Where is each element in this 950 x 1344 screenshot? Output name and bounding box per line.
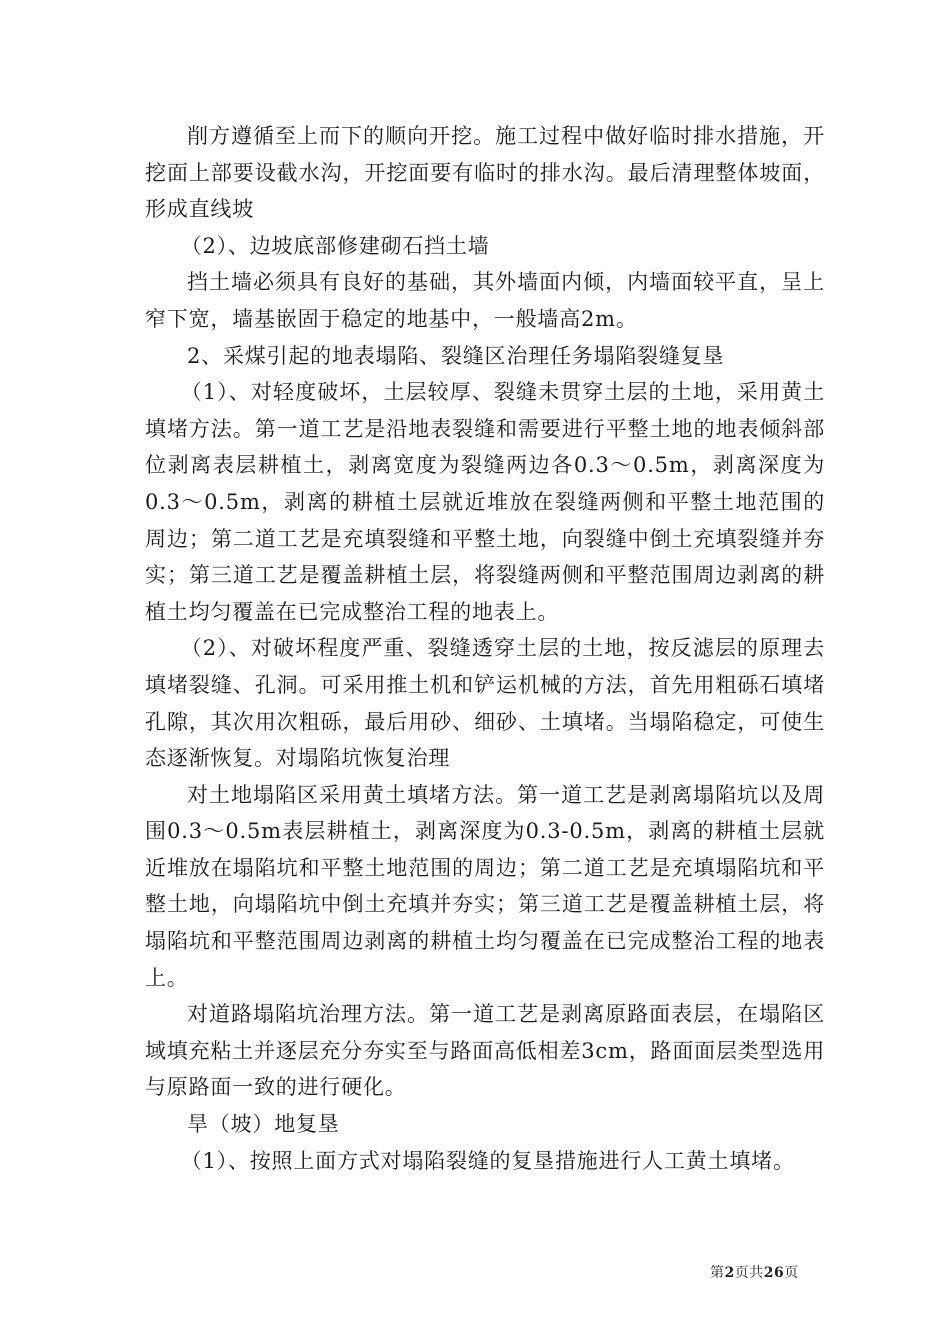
page-number-footer (710, 1262, 799, 1282)
footer-middle: 页共 (734, 1265, 764, 1281)
document-body (145, 118, 825, 1179)
paragraph-light-damage: （1）、对轻度破坏，土层较厚、裂缝未贯穿土层的土地，采用黄土填堵方法。第一道工艺是沿地表裂缝和需要进行平整土地的地表倾斜部位剥离表层耕植土，剥离宽度为裂缝两边各0.3～0.5m，剥离深度为0.3～0.5m，剥离的耕植土层就近堆放在裂缝两侧和平整土地范围的周边；第二道工艺是充填裂缝和平整土地，向裂缝中倒土充填裂缝并夯实；第三道工艺是覆盖耕植土层，将裂缝两侧和平整范围周边剥离的耕植土均匀覆盖在已完成整治工程的地表上。 (145, 380, 825, 624)
footer-suffix: 页 (784, 1265, 799, 1281)
paragraph-land-subsidence: 对土地塌陷区采用黄土填堵方法。第一道工艺是剥离塌陷坑以及周围0.3～0.5m表层耕植土，剥离深度为0.3-0.5m，剥离的耕植土层就近堆放在塌陷坑和平整土地范围的周边；第二道工艺是充填塌陷坑和平整土地，向塌陷坑中倒土充填并夯实；第三道工艺是覆盖耕植土层，将塌陷坑和平整范围周边剥离的耕植土均匀覆盖在已完成整治工程的地表上。 (145, 782, 825, 990)
paragraph-severe-damage: （2）、对破坏程度严重、裂缝透穿土层的土地，按反滤层的原理去填堵裂缝、孔洞。可采用推土机和铲运机械的方法，首先用粗砾石填堵孔隙，其次用次粗砾，最后用砂、细砂、土填堵。当塌陷稳定，可使生态逐渐恢复。对塌陷坑恢复治理 (145, 636, 825, 771)
paragraph-subsidence-heading: 2、采煤引起的地表塌陷、裂缝区治理任务塌陷裂缝复垦 (187, 343, 725, 368)
footer-prefix: 第 (710, 1265, 725, 1281)
paragraph-retaining-wall-heading: （2）、边坡底部修建砌石挡土墙 (180, 233, 490, 258)
paragraph-excavation: 削方遵循至上而下的顺向开挖。施工过程中做好临时排水措施，开挖面上部要设截水沟，开挖面要有临时的排水沟。最后清理整体坡面，形成直线坡 (145, 124, 825, 222)
paragraph-dry-land-item: （1）、按照上面方式对塌陷裂缝的复垦措施进行人工黄土填堵。 (180, 1148, 795, 1173)
paragraph-dry-land-heading: 旱（坡）地复垦 (187, 1112, 340, 1137)
paragraph-retaining-wall: 挡土墙必须具有良好的基础，其外墙面内倾，内墙面较平直，呈上窄下宽，墙基嵌固于稳定的地基中，一般墙高2m。 (145, 270, 825, 331)
footer-current-page: 2 (724, 1265, 735, 1281)
footer-total-pages: 26 (763, 1265, 785, 1281)
paragraph-road-subsidence: 对道路塌陷坑治理方法。第一道工艺是剥离原路面表层，在塌陷区域填充粘土并逐层充分夯实至与路面高低相差3cm，路面面层类型选用与原路面一致的进行硬化。 (145, 1002, 825, 1100)
